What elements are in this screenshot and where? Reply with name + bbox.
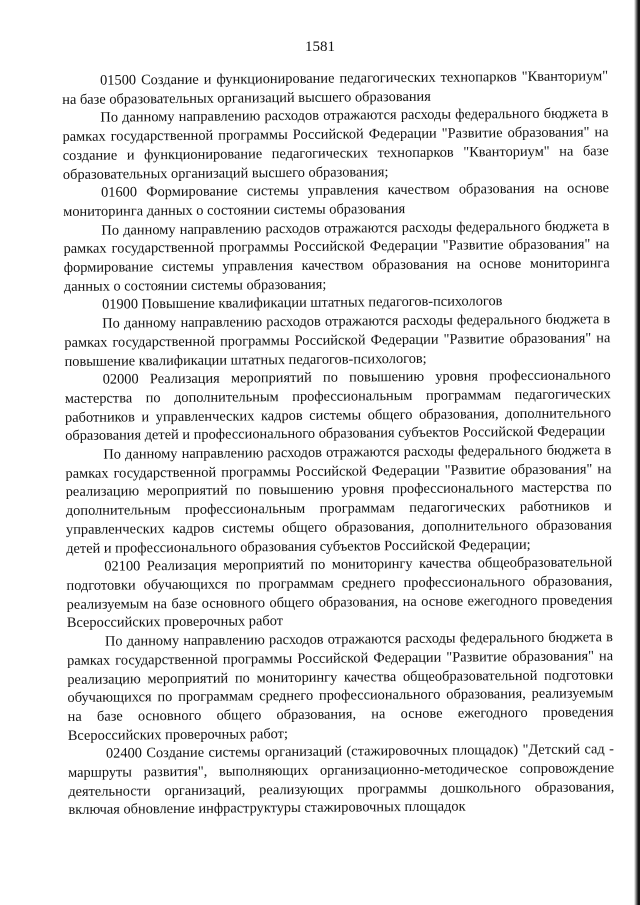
section-heading-01600: 01600 Формирование системы управления качеством образования на основе мониторинга данных о состоянии системы образования bbox=[63, 180, 610, 220]
scan-edge bbox=[634, 0, 640, 905]
section-text-01900: По данному направлению расходов отражаются расходы федерального бюджета в рамках государственной программы Российской Федерации "Развитие образования" на повышение квалификации штатных педагогов-психологов; bbox=[64, 311, 611, 370]
document-body bbox=[62, 67, 615, 820]
section-heading-01500: 01500 Создание и функционирование педагогических технопарков "Кванториум" на базе образовательных организаций высшего образования bbox=[62, 68, 609, 108]
section-text-02100: По данному направлению расходов отражаются расходы федерального бюджета в рамках государственной программы Российской Федерации "Развитие образования" на реализацию мероприятий по мониторингу качества общеобразовательной подготовки обучающихся по программам среднего профессионального образования, реализуемым на базе основного общего образования, на основе ежегодного проведения Всероссийских проверочных работ; bbox=[67, 629, 614, 744]
section-text-02000: По данному направлению расходов отражаются расходы федерального бюджета в рамках государственной программы Российской Федерации "Развитие образования" на реализацию мероприятий по повышению уровня профессионального мастерства по дополнительным профессиональным программам педагогических работников и управленческих кадров системы общего образования, дополнительного образования детей и профессионального образования субъектов Российской Федерации; bbox=[65, 442, 613, 557]
section-heading-02100: 02100 Реализация мероприятий по мониторингу качества общеобразовательной подготовки обучающихся по программам среднего профессионального образования, реализуемым на базе основного общего образования, на основе ежегодного проведения Всероссийских проверочных работ bbox=[66, 554, 613, 632]
page-number: 1581 bbox=[305, 39, 335, 55]
section-heading-01900: 01900 Повышение квалификации штатных педагогов-психологов bbox=[101, 293, 503, 314]
section-text-01600: По данному направлению расходов отражаются расходы федерального бюджета в рамках государственной программы Российской Федерации "Развитие образования" на формирование системы управления качеством образования на основе мониторинга данных о состоянии системы образования; bbox=[63, 217, 610, 295]
section-heading-02000: 02000 Реализация мероприятий по повышению уровня профессионального мастерства по дополнительным профессиональным программам педагогических работников и управленческих кадров системы общего образования, дополнительного образования детей и профессионального образования субъектов Российской Федерации bbox=[64, 367, 612, 445]
section-text-01500: По данному направлению расходов отражаются расходы федерального бюджета в рамках государственной программы Российской Федерации "Развитие образования" на создание и функционирование педагогических технопарков "Кванториум" на базе образовательных организаций высшего образования; bbox=[62, 105, 609, 183]
section-heading-02400: 02400 Создание системы организаций (стажировочных площадок) "Детский сад - маршруты развития", выполняющих организационно-методическое сопровождение деятельности организаций, реализующих программы дошкольного образования, включая обновление инфраструктуры стажировочных площадок bbox=[68, 741, 615, 819]
